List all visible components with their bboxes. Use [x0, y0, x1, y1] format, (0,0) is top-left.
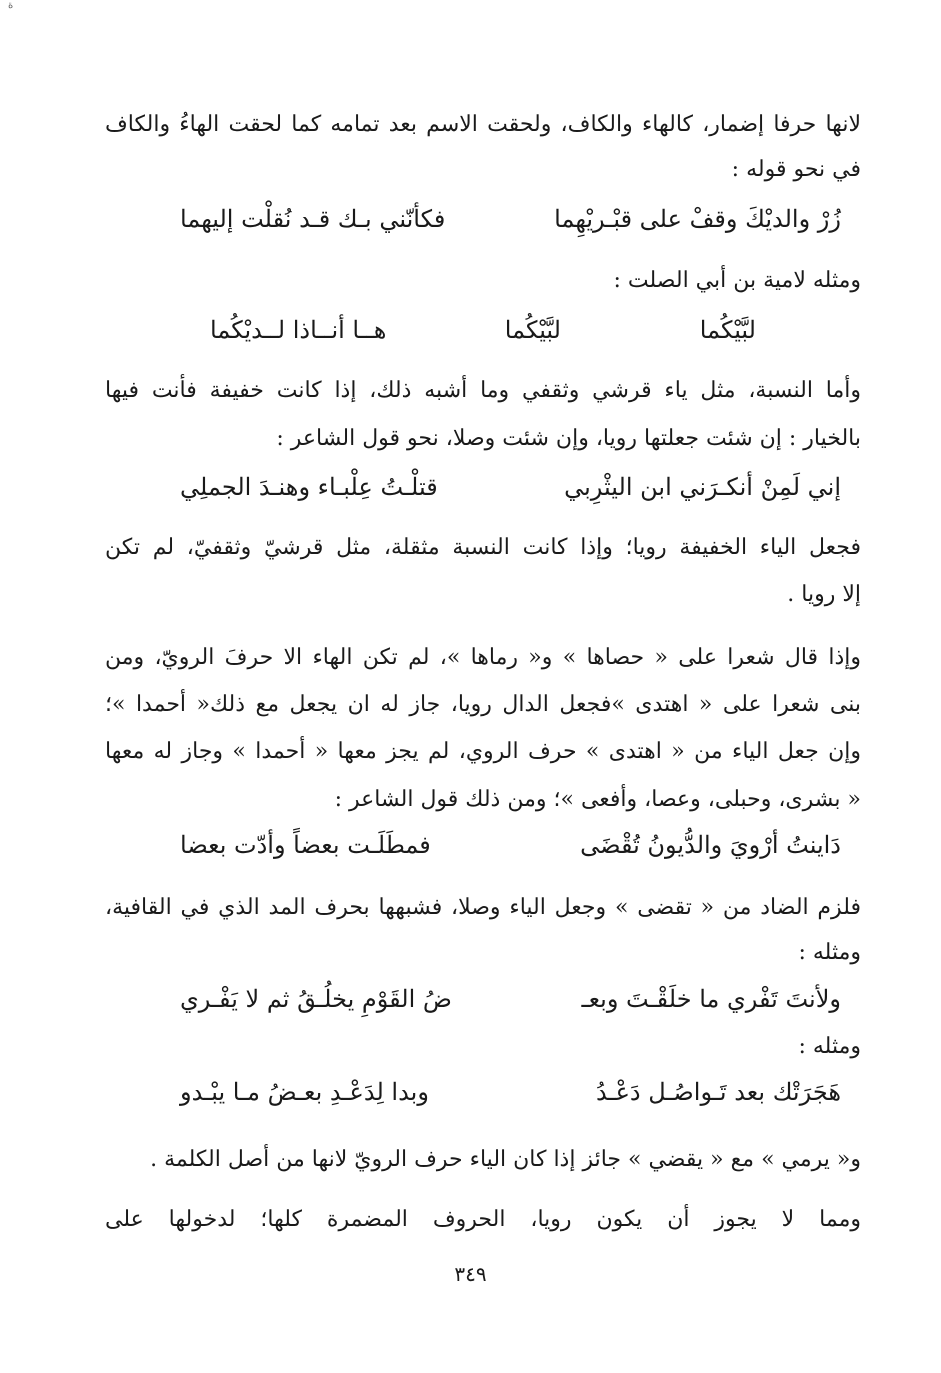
text-line: وإذا قال شعرا على « حصاها » و« رماها »، لم تكن الهاء الا حرفَ الرويّ، ومن — [105, 645, 861, 670]
verse-hemistich-right: إني لَمِنْ أنكـرَني ابن اليثْرِبي — [564, 473, 841, 501]
verse-hemistich-right: ولأنتَ تَفْري ما خلَقْـتَ وبعـ — [581, 985, 841, 1013]
verse-hemistich-left: فمطَلَـت بعضاً وأدّت بعضا — [180, 831, 431, 859]
verse-hemistich-right: زُرْ والديْكَ وقفْ على قبْـريْهِما — [554, 205, 841, 233]
text-line: ومثله : — [798, 940, 861, 965]
verse-hemistich-right: دَاينتُ أرْويَ والدُّيونُ تُقْضَى — [580, 831, 841, 859]
text-line: وأما النسبة، مثل ياء قرشي وثقفي وما أشبه ذلك، إذا كانت خفيفة فأنت فيها — [105, 378, 861, 403]
text-line: ومثله لامية بن أبي الصلت : — [613, 268, 861, 293]
page-number: ٣٤٩ — [454, 1262, 487, 1286]
verse-hemistich-right: لبَّيْكُما — [699, 316, 756, 344]
text-line: وإن جعل الياء من « اهتدى » حرف الروي، لم يجز معها « أحمدا » وجاز له معها — [105, 739, 861, 764]
verse-hemistich-middle: لبَّيْكُما — [504, 316, 561, 344]
verse-hemistich-right: هَجَرَتْك بعد تَـواصُـل دَعْـدُ — [595, 1078, 841, 1106]
text-line: لانها حرفا إضمار، كالهاء والكاف، ولحقت الاسم بعد تمامه كما لحقت الهاءُ والكاف — [105, 112, 861, 137]
corner-marks: ة — [8, 0, 14, 11]
text-line: « بشرى، وحبلى، وعصا، وأفعى »؛ ومن ذلك قول الشاعر : — [334, 787, 861, 812]
verse-hemistich-left: فكأنّني بـك قـد نُقلْت إليهما — [180, 205, 446, 233]
text-line: و« يرمي » مع « يقضي » جائز إذا كان الياء حرف الرويّ لانها من أصل الكلمة . — [150, 1147, 861, 1172]
verse-hemistich-left: وبدا لِدَعْـدِ بعـضُ مـا يبْـدو — [180, 1078, 429, 1106]
text-line: بنى شعرا على « اهتدى »فجعل الدال رويا، جاز له ان يجعل مع ذلك« أحمدا »؛ — [105, 692, 861, 717]
text-line: ومما لا يجوز أن يكون رويا، الحروف المضمرة كلها؛ لدخولها على — [105, 1207, 861, 1232]
text-line: في نحو قوله : — [731, 157, 861, 182]
text-line: إلا رويا . — [787, 582, 861, 607]
verse-hemistich-left: ضُ القَوْمِ يخلُـقُ ثم لا يَفْـري — [180, 985, 452, 1013]
text-line: فلزم الضاد من « تقضى » وجعل الياء وصلا، فشبهها بحرف المد الذي في القافية، — [105, 895, 861, 920]
verse-hemistich-left: قتلْـتُ عِلْبـاء وهنـدَ الجملِي — [180, 473, 438, 501]
text-line: بالخيار : إن شئت جعلتها رويا، وإن شئت وصلا، نحو قول الشاعر : — [276, 426, 861, 451]
text-line: فجعل الياء الخفيفة رويا؛ وإذا كانت النسبة مثقلة، مثل قرشيّ وثقفيّ، لم تكن — [105, 535, 861, 560]
text-line: ومثله : — [798, 1034, 861, 1059]
verse-hemistich-left: هــا أنــاذا لــديْكُما — [210, 316, 387, 344]
